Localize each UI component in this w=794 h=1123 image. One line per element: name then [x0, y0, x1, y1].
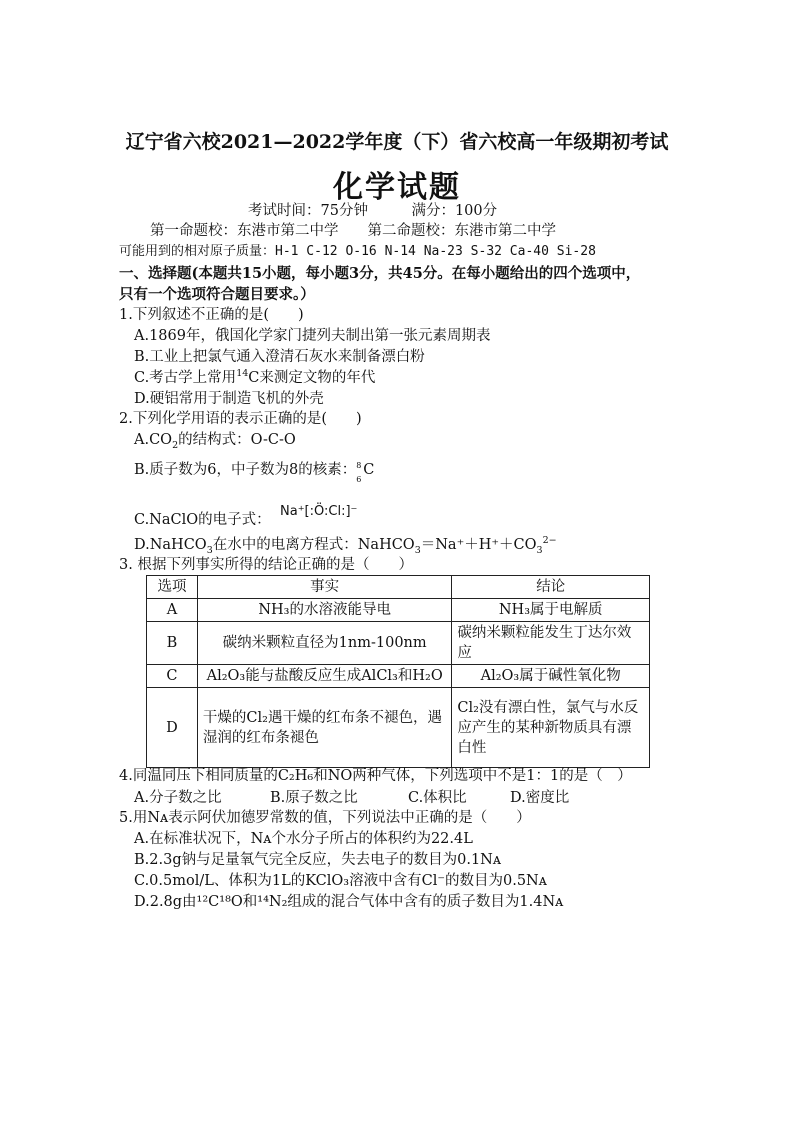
- q4-option-a: A.分子数之比: [134, 790, 222, 806]
- q2-option-b: [134, 460, 376, 484]
- nuclide-mass-number: 8: [356, 461, 362, 470]
- row-conclusion: Cl₂没有漂白性，氯气与水反应产生的某种新物质具有漂白性: [452, 688, 650, 768]
- nuclide-atomic-number: 6: [356, 475, 362, 484]
- electron-formula-image: [278, 500, 358, 528]
- q4-option-d: D.密度比: [510, 790, 570, 806]
- row-conclusion: Al₂O₃属于碱性氧化物: [452, 665, 650, 688]
- table-row: [147, 599, 650, 622]
- row-option: A: [147, 599, 198, 622]
- q1-option-c-text: C.考古学上常用: [134, 370, 237, 386]
- row-option: D: [147, 688, 198, 768]
- exam-schools: 第一命题校：东港市第二中学 第二命题校：东港市第二中学: [150, 223, 556, 239]
- table-header-conclusion: 结论: [452, 576, 650, 599]
- q2-d-text-2: 在水中的电离方程式：NaHCO: [212, 537, 415, 553]
- row-conclusion: 碳纳米颗粒能发生丁达尔效应: [452, 622, 650, 665]
- row-fact: 干燥的Cl₂遇干燥的红布条不褪色，遇湿润的红布条褪色: [197, 688, 451, 768]
- q2-option-a: [134, 430, 296, 450]
- q2-d-text: D.NaHCO: [134, 537, 207, 553]
- q5-option-d: D.2.8g由¹²C¹⁸O和¹⁴N₂组成的混合气体中含有的质子数目为1.4Nᴀ: [134, 894, 564, 910]
- table-row: [147, 622, 650, 665]
- subject-title: 化学试题: [333, 170, 461, 205]
- q2-a-text-2: 的结构式：O-C-O: [178, 432, 296, 448]
- atomic-masses: 可能用到的相对原子质量：H-1 C-12 O-16 N-14 Na-23 S-32 Ca-40 Si-28: [119, 244, 596, 259]
- q1-c-superscript: 14: [236, 368, 249, 380]
- q2-option-c: C.NaClO的电子式：: [134, 512, 271, 528]
- q2-d-sup-3: 2−: [542, 535, 557, 547]
- q2-d-sub-2: 3: [414, 544, 421, 556]
- q1-option-b: B.工业上把氯气通入澄清石灰水来制备漂白粉: [134, 349, 425, 365]
- q5-stem: 5.用Nᴀ表示阿伏加德罗常数的值，下列说法中正确的是（ ）: [119, 810, 531, 826]
- section-heading: 一、选择题(本题共15小题，每小题3分，共45分。在每小题给出的四个选项中，: [119, 265, 641, 282]
- q4-option-b: B.原子数之比: [270, 790, 358, 806]
- row-option: C: [147, 665, 198, 688]
- q5-option-a: A.在标准状况下，Nᴀ个水分子所占的体积约为22.4L: [134, 831, 473, 847]
- q5-option-c: C.0.5mol/L、体积为1L的KClO₃溶液中含有Cl⁻的数目为0.5Nᴀ: [134, 873, 547, 889]
- table-row: [147, 665, 650, 688]
- table-header-option: 选项: [147, 576, 198, 599]
- q4-stem: 4.同温同压下相同质量的C₂H₆和NO两种气体，下列选项中不是1：1的是（ ）: [119, 768, 632, 784]
- q2-d-text-3: ＝Na⁺＋H⁺＋CO: [420, 537, 537, 553]
- q1-option-c: [134, 368, 375, 388]
- exam-time-info: 考试时间：75分钟 满分：100分: [248, 203, 498, 219]
- q2-b-text: B.质子数为6，中子数为8的核素：: [134, 462, 357, 478]
- nuclide-element: C: [363, 462, 375, 478]
- table-row: [147, 688, 650, 768]
- q2-d-sub-3: 3: [536, 544, 543, 556]
- section-heading-cont: 只有一个选项符合题目要求。）: [119, 286, 315, 303]
- q3-table: [146, 575, 650, 768]
- q1-stem: 1.下列叙述不正确的是( ): [119, 307, 304, 323]
- exam-title: 辽宁省六校2021—2022学年度（下）省六校高一年级期初考试: [125, 131, 669, 153]
- q2-a-text: A.CO: [134, 432, 173, 448]
- row-fact: Al₂O₃能与盐酸反应生成AlCl₃和H₂O: [197, 665, 451, 688]
- q1-option-a: A.1869年，俄国化学家门捷列夫制出第一张元素周期表: [134, 328, 491, 344]
- table-header-row: [147, 576, 650, 599]
- q4-option-c: C.体积比: [408, 790, 467, 806]
- table-header-fact: 事实: [197, 576, 451, 599]
- q2-a-subscript: 2: [172, 439, 179, 451]
- q2-stem: 2.下列化学用语的表示正确的是( ): [119, 411, 362, 427]
- q1-option-d: D.硬铝常用于制造飞机的外壳: [134, 391, 324, 407]
- row-fact: 碳纳米颗粒直径为1nm-100nm: [197, 622, 451, 665]
- q2-option-d: [134, 535, 557, 555]
- q1-option-c-text-2: C来测定文物的年代: [248, 370, 376, 386]
- q2-d-sub-1: 3: [206, 544, 213, 556]
- q3-stem: 3. 根据下列事实所得的结论正确的是（ ）: [119, 557, 413, 573]
- electron-formula: Na⁺[:Ö:Cl:]⁻: [280, 504, 358, 519]
- row-fact: NH₃的水溶液能导电: [197, 599, 451, 622]
- row-conclusion: NH₃属于电解质: [452, 599, 650, 622]
- row-option: B: [147, 622, 198, 665]
- nuclide-symbol: [356, 460, 376, 484]
- q5-option-b: B.2.3g钠与足量氧气完全反应，失去电子的数目为0.1Nᴀ: [134, 852, 502, 868]
